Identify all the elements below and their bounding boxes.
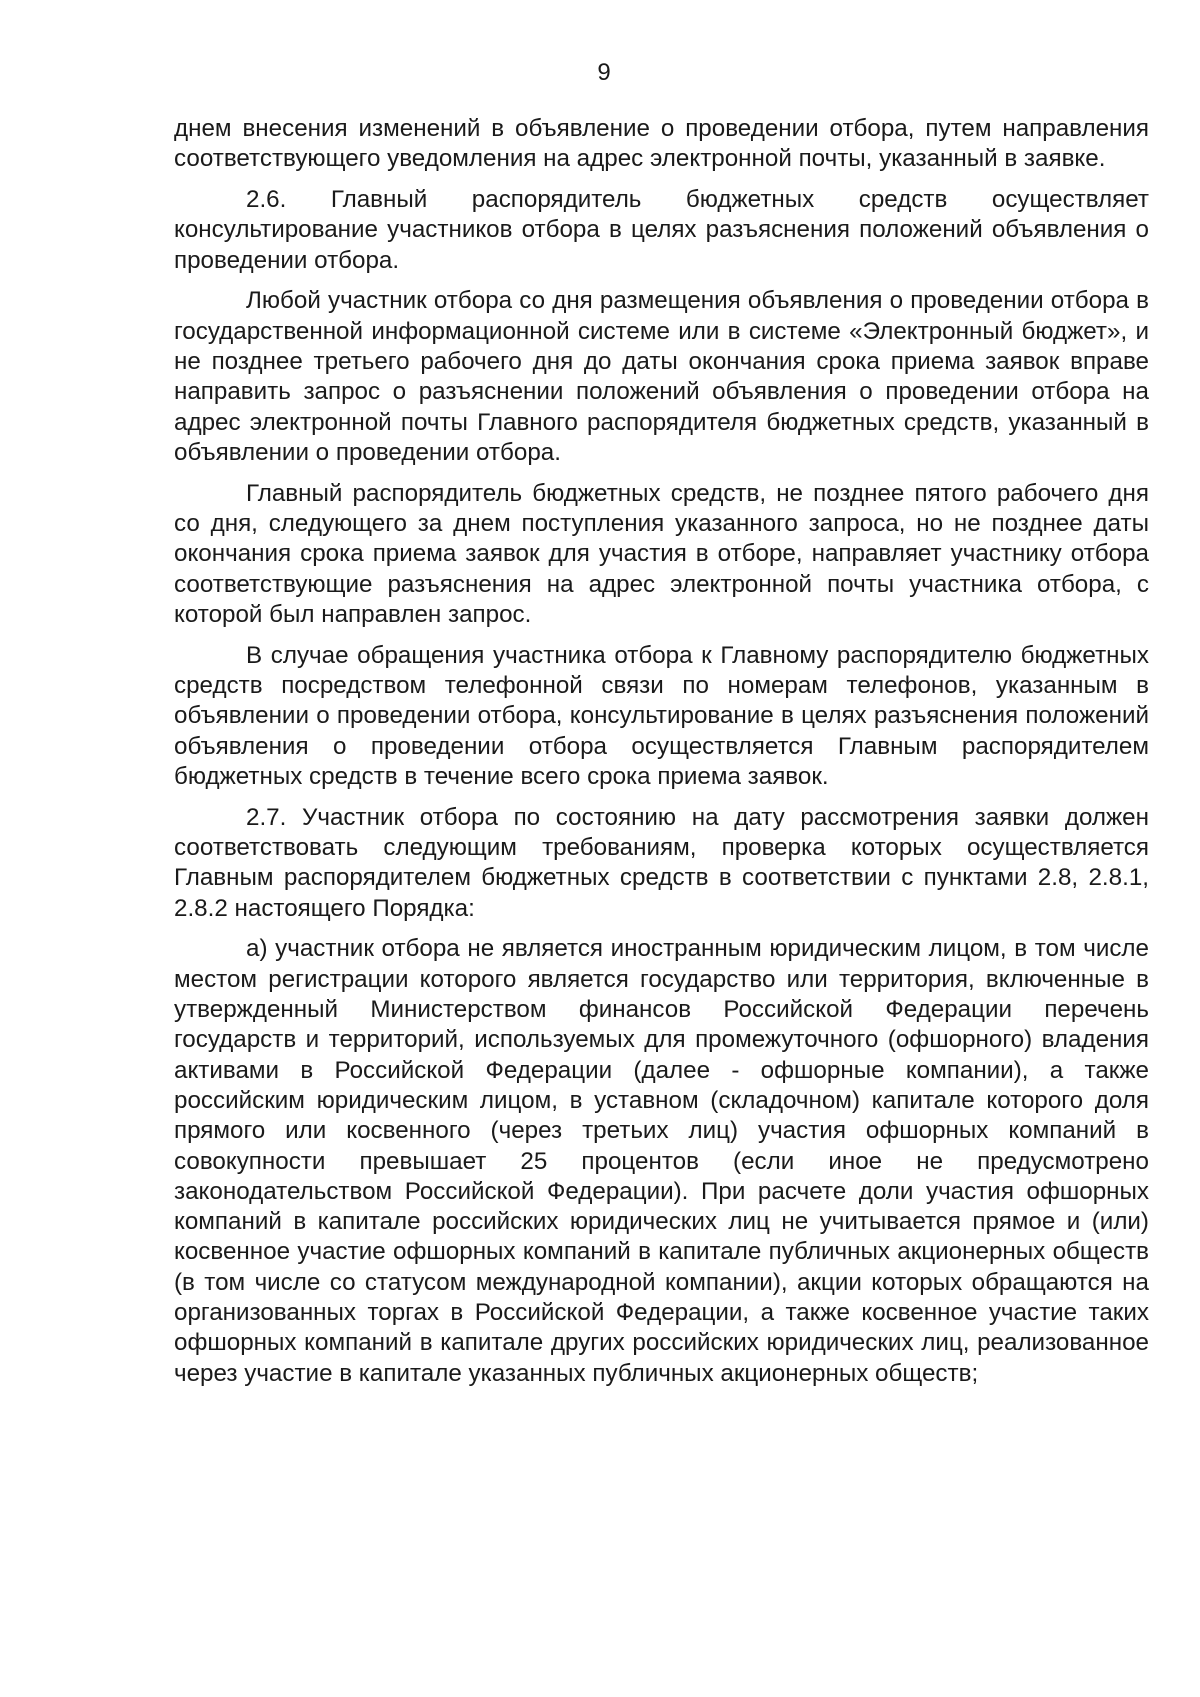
- paragraph-2-6: 2.6. Главный распорядитель бюджетных средств осуществляет консультирование участников отбора в целях разъяснения положений объявления о проведении отбора.: [174, 186, 1149, 274]
- paragraph-2-7: 2.7. Участник отбора по состоянию на дату рассмотрения заявки должен соответствовать следующим требованиям, проверка которых осуществляется Главным распорядителем бюджетных средств в соответствии с пунктами 2.8, 2.8.1, 2.8.2 настоящего Порядка:: [174, 803, 1149, 922]
- page-number: 9: [597, 59, 611, 86]
- paragraph-response-deadline: Главный распорядитель бюджетных средств, не позднее пятого рабочего дня со дня, следующего за днем поступления указанного запроса, но не позднее даты окончания срока приема заявок для участия в отборе, направляет участнику отбора соответствующие разъяснения на адрес электронной почты участника отбора, с которой был направлен запрос.: [174, 479, 1149, 628]
- document-body: [174, 114, 1149, 1399]
- paragraph-continuation: днем внесения изменений в объявление о проведении отбора, путем направления соответствующего уведомления на адрес электронной почты, указанный в заявке.: [174, 115, 1149, 173]
- paragraph-item-a: а) участник отбора не является иностранным юридическим лицом, в том числе местом регистрации которого является государство или территория, включенные в утвержденный Министерством финансов Российской Федерации перечень государств и территорий, используемых для промежуточного (офшорного) владения активами в Российской Федерации (далее - офшорные компании), а также российским юридическим лицом, в уставном (складочном) капитале которого доля прямого или косвенного (через третьих лиц) участия офшорных компаний в совокупности превышает 25 процентов (если иное не предусмотрено законодательством Российской Федерации). При расчете доли участия офшорных компаний в капитале российских юридических лиц не учитывается прямое и (или) косвенное участие офшорных компаний в капитале публичных акционерных обществ (в том числе со статусом международной компании), акции которых обращаются на организованных торгах в Российской Федерации, а также косвенное участие таких офшорных компаний в капитале других российских юридических лиц, реализованное через участие в капитале указанных публичных акционерных обществ;: [174, 935, 1149, 1387]
- paragraph-request-clarification: Любой участник отбора со дня размещения объявления о проведении отбора в государственной информационной системе или в системе «Электронный бюджет», и не позднее третьего рабочего дня до даты окончания срока приема заявок вправе направить запрос о разъяснении положений объявления о проведении отбора на адрес электронной почты Главного распорядителя бюджетных средств, указанный в объявлении о проведении отбора.: [174, 287, 1149, 466]
- paragraph-phone-consultation: В случае обращения участника отбора к Главному распорядителю бюджетных средств посредством телефонной связи по номерам телефонов, указанным в объявлении о проведении отбора, консультирование в целях разъяснения положений объявления о проведении отбора осуществляется Главным распорядителем бюджетных средств в течение всего срока приема заявок.: [174, 641, 1149, 790]
